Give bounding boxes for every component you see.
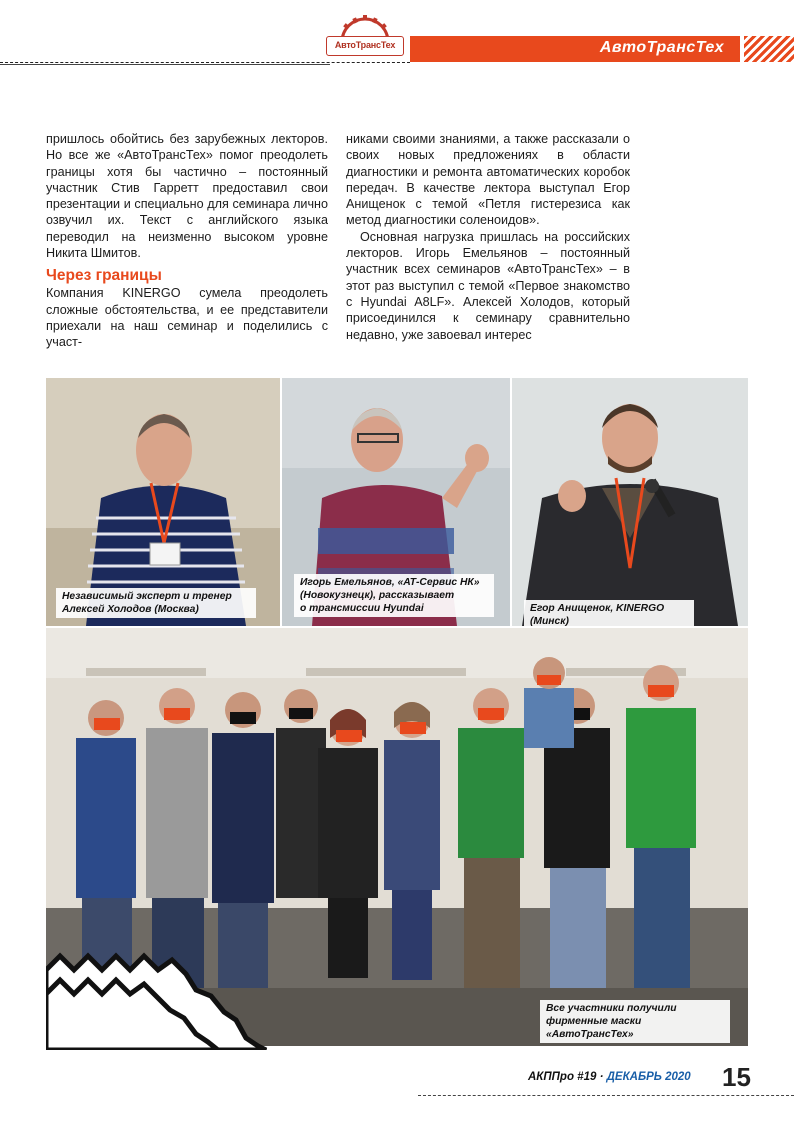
photo-caption xyxy=(294,574,494,617)
footer-date: ДЕКАБРЬ 2020 xyxy=(606,1071,691,1083)
article-column-right xyxy=(346,131,630,343)
caption-line: Игорь Емельянов, «АТ-Сервис НК» xyxy=(300,577,480,588)
gear-decoration-icon xyxy=(46,950,286,1050)
section-title-bar xyxy=(410,36,740,62)
footer-rule xyxy=(418,1095,794,1096)
caption-line: Все участники получили xyxy=(546,1003,677,1014)
photo-speaker-anishchenok xyxy=(512,378,748,626)
photo-caption xyxy=(56,588,256,618)
caption-line: (Новокузнецк), рассказывает xyxy=(300,590,455,601)
article-paragraph: Компания KINERGO сумела преодолеть сложные обстоятельства, и ее представители приехали на наш семинар и поделились с участ- xyxy=(46,286,328,350)
footer-issue: #19 xyxy=(577,1071,597,1083)
caption-line: Независимый эксперт и тренер xyxy=(62,591,232,602)
article-paragraph: Основная нагрузка пришлась на российских лекторов. Игорь Емельянов – постоянный участник всех семинаров «АвтоТрансТех» – в этот раз выступил с темой «Первое знакомство с Hyundai A8LF». Алексей Холодов, который присоединился к семинару сравнительно недавно, уже завоевал интерес xyxy=(346,229,630,342)
footer-issue-info xyxy=(528,1071,691,1083)
magazine-section-logo xyxy=(326,14,404,60)
person xyxy=(212,692,274,993)
photo-caption xyxy=(524,600,694,626)
footer-separator: · xyxy=(599,1071,604,1083)
caption-line: Алексей Холодов (Москва) xyxy=(62,604,199,615)
person xyxy=(458,688,524,988)
article-paragraph: никами своими знаниями, а также рассказали о своих новых предложениях в области диагностики и ремонта автоматических коробок передач. В качестве лектора выступал Егор Анищенок с темой «Петля гистерезиса как метод диагностики соленоидов». xyxy=(346,132,630,228)
person xyxy=(626,665,696,988)
speaker-illustration xyxy=(512,378,748,626)
photo-caption xyxy=(540,1000,730,1043)
section-title: АвтоТрансТех xyxy=(599,39,724,56)
logo-text: АвтоТрансТех xyxy=(334,40,396,50)
caption-line: о трансмиссии Hyundai xyxy=(300,603,424,614)
person xyxy=(384,702,440,980)
header-rule xyxy=(0,62,410,63)
caption-line: Егор Анищенок, KINERGO (Минск) xyxy=(530,603,665,626)
footer-magazine: АКППро xyxy=(528,1071,574,1083)
article-subheading: Через границы xyxy=(46,267,162,285)
article-paragraph: пришлось обойтись без зарубежных лекторов. Но все же «АвтоТрансТех» помог преодолеть границы хотя бы частично – постоянный участник Стив Гарретт предоставил свои презентации и специально для семинара лично озвучил их. Текст с английского языка переводил на неизменно высоком уровне Никита Шмитов. xyxy=(46,132,328,261)
photo-speaker-kholodov xyxy=(46,378,280,626)
article-column-left xyxy=(46,131,328,351)
photo-speaker-emelyanov xyxy=(282,378,510,626)
caption-line: фирменные маски «АвтоТрансТех» xyxy=(546,1016,642,1040)
header-stripes-decoration xyxy=(744,36,794,62)
header-rule-secondary xyxy=(0,64,330,65)
page-number: 15 xyxy=(722,1062,751,1092)
